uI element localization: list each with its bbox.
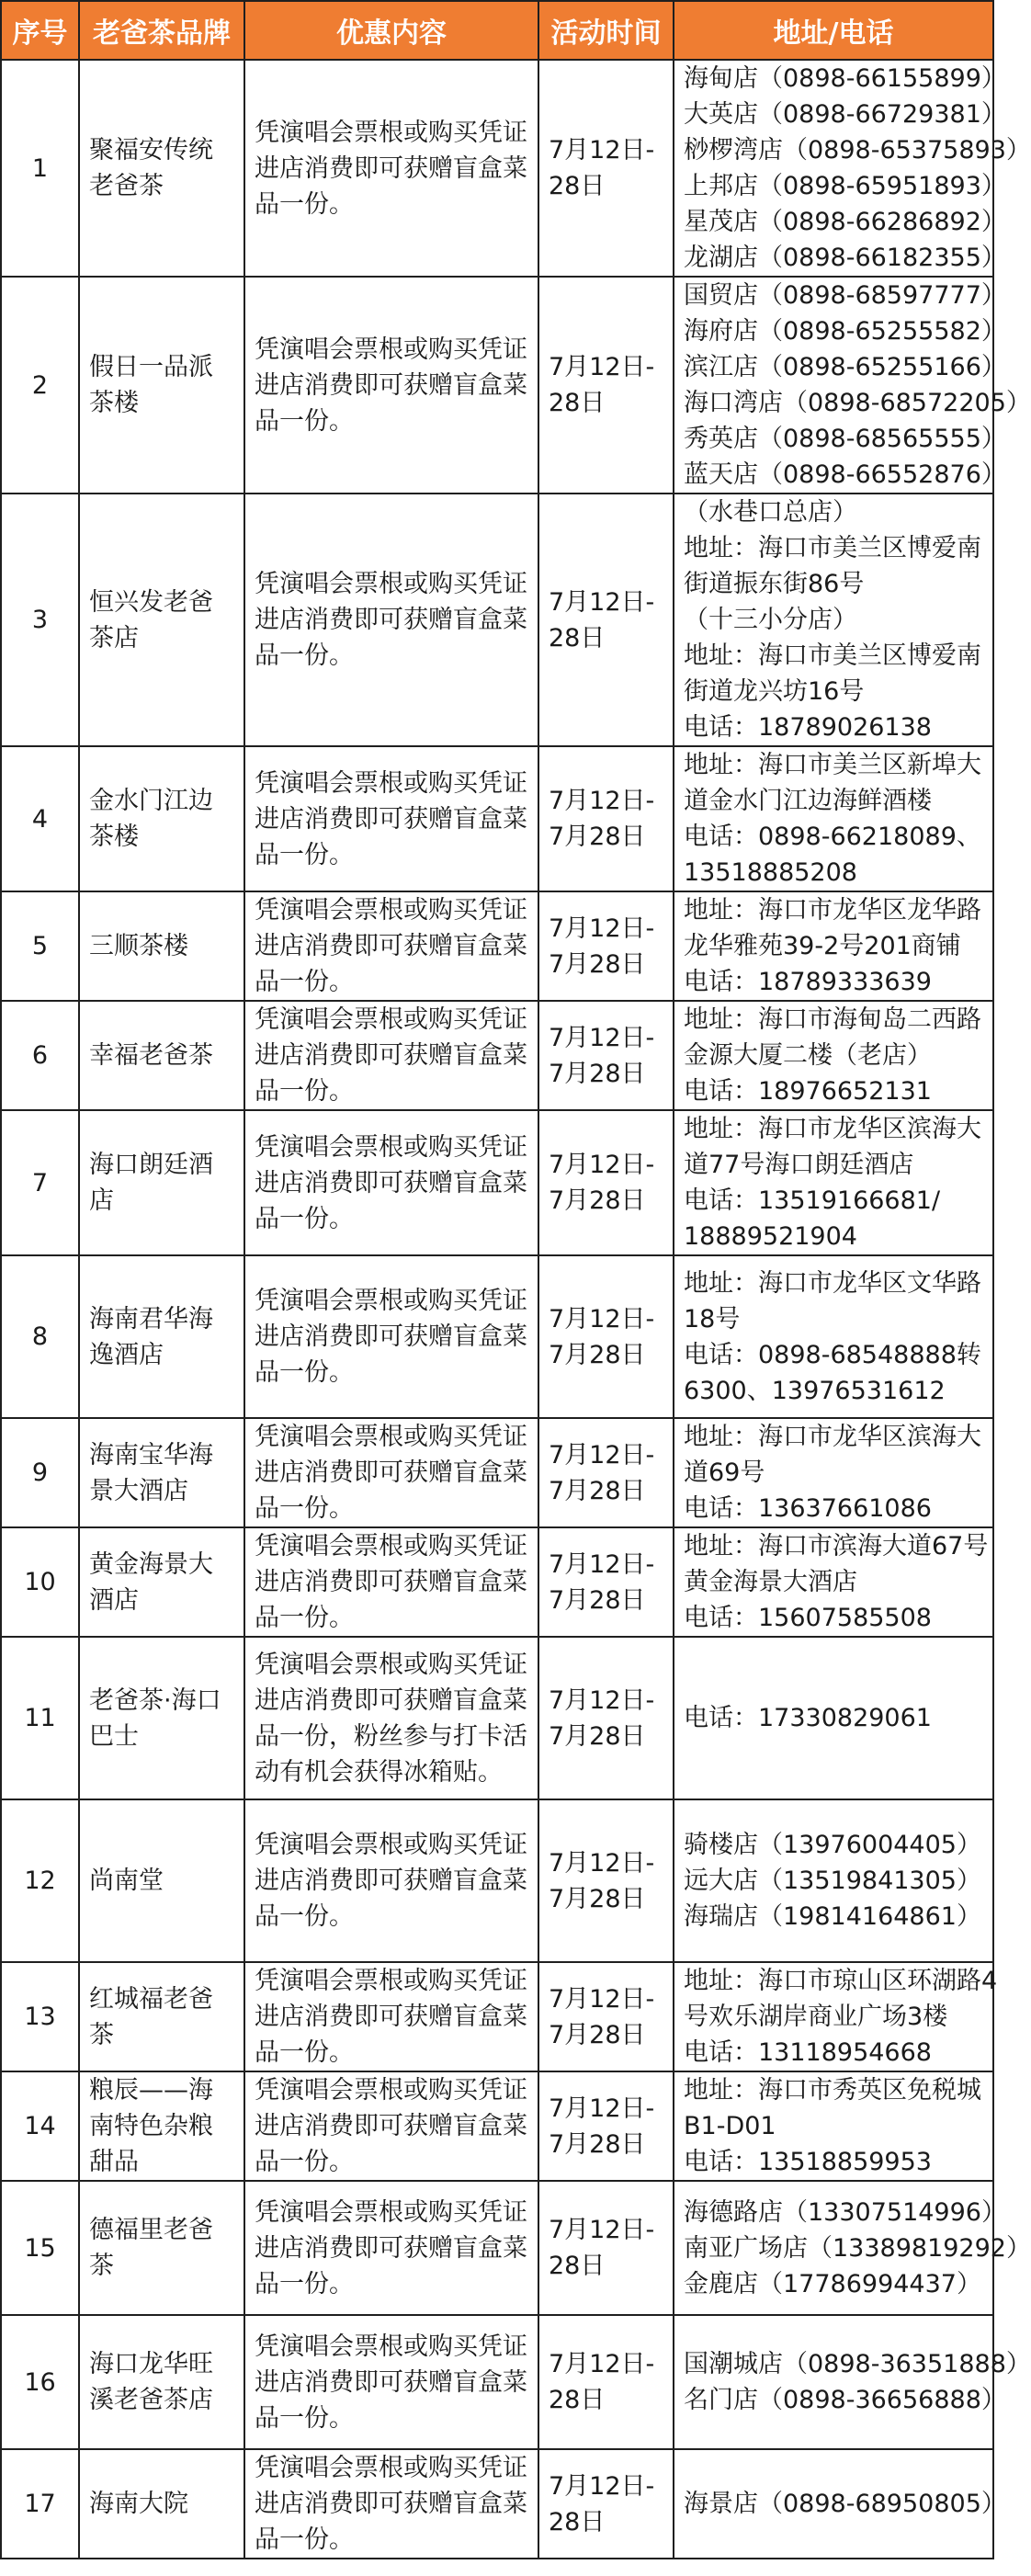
event-time: 7月12日-28日 — [538, 277, 674, 494]
address-cell — [674, 494, 993, 746]
row-index: 10 — [1, 1527, 79, 1637]
table-row — [1, 60, 993, 277]
row-index: 5 — [1, 891, 79, 1001]
table-row — [1, 2315, 993, 2449]
table-row — [1, 277, 993, 494]
brand-name: 海南大院 — [79, 2449, 244, 2559]
address-line: 13518885208 — [684, 858, 857, 887]
address-line: 电话：13519166681/ — [684, 1186, 941, 1215]
row-index: 15 — [1, 2181, 79, 2315]
brand-name: 海口朗廷酒店 — [79, 1110, 244, 1255]
offer-text: 凭演唱会票根或购买凭证进店消费即可获赠盲盒菜品一份。 — [244, 1962, 538, 2071]
table-header-row — [1, 1, 993, 60]
address-cell — [674, 1962, 998, 2071]
address-line: 电话：13637661086 — [684, 1494, 932, 1523]
address-line: 街道龙兴坊16号 — [684, 677, 865, 706]
event-time: 7月12日-7月28日 — [538, 1001, 674, 1110]
address-line: 滨江店（0898-65255166） — [684, 353, 1006, 381]
offer-text: 凭演唱会票根或购买凭证进店消费即可获赠盲盒菜品一份。 — [244, 277, 538, 494]
event-time: 7月12日-7月28日 — [538, 2071, 674, 2181]
address-line: 南亚广场店（13389819292） — [684, 2233, 1031, 2263]
table-row — [1, 1418, 993, 1527]
row-index: 11 — [1, 1637, 79, 1799]
address-cell — [674, 2449, 1006, 2559]
offer-text: 凭演唱会票根或购买凭证进店消费即可获赠盲盒菜品一份。 — [244, 1418, 538, 1527]
address-line: 号欢乐湖岸商业广场3楼 — [684, 2003, 948, 2031]
brand-name: 海南宝华海景大酒店 — [79, 1418, 244, 1527]
address-cell — [674, 1418, 993, 1527]
address-line: 18889521904 — [684, 1222, 857, 1251]
address-line: 地址：海口市海甸岛二西路 — [684, 1005, 981, 1034]
offer-text: 凭演唱会票根或购买凭证进店消费即可获赠盲盒菜品一份。 — [244, 60, 538, 277]
event-time: 7月12日-7月28日 — [538, 1527, 674, 1637]
address-line: 地址：海口市龙华区滨海大 — [684, 1115, 981, 1143]
offer-text: 凭演唱会票根或购买凭证进店消费即可获赠盲盒菜品一份。 — [244, 2181, 538, 2315]
address-line: 地址：海口市美兰区博爱南 — [684, 534, 981, 562]
table-row — [1, 2181, 993, 2315]
table-row — [1, 1001, 993, 1110]
brand-name: 老爸茶·海口巴士 — [79, 1637, 244, 1799]
address-cell — [674, 1110, 993, 1255]
row-index: 3 — [1, 494, 79, 746]
header-brand: 老爸茶品牌 — [79, 1, 244, 60]
brand-name: 假日一品派茶楼 — [79, 277, 244, 494]
brand-name: 德福里老爸茶 — [79, 2181, 244, 2315]
table-body — [1, 60, 1031, 2559]
address-line: 黄金海景大酒店 — [684, 1568, 857, 1596]
address-line: 骑楼店（13976004405） — [684, 1831, 981, 1859]
address-line: 秀英店（0898-68565555） — [684, 425, 1006, 453]
address-cell — [674, 891, 993, 1001]
address-cell — [674, 277, 1031, 494]
brand-name: 尚南堂 — [79, 1799, 244, 1962]
header-address: 地址/电话 — [674, 1, 993, 60]
address-line: 海景店（0898-68950805） — [684, 2490, 1006, 2518]
row-index: 2 — [1, 277, 79, 494]
event-time: 7月12日-28日 — [538, 2181, 674, 2315]
address-line: 地址：海口市滨海大道67号 — [684, 1532, 989, 1560]
address-line: 海府店（0898-65255582） — [684, 317, 1006, 346]
address-line: 道69号 — [684, 1458, 765, 1487]
address-line: 海甸店（0898-66155899） — [684, 64, 1006, 93]
address-line: （水巷口总店） — [684, 498, 857, 527]
brand-name: 幸福老爸茶 — [79, 1001, 244, 1110]
address-cell — [674, 2315, 1031, 2449]
row-index: 7 — [1, 1110, 79, 1255]
address-cell — [674, 1799, 993, 1962]
table-row — [1, 746, 993, 891]
address-line: 金鹿店（17786994437） — [684, 2269, 981, 2298]
offer-text: 凭演唱会票根或购买凭证进店消费即可获赠盲盒菜品一份。 — [244, 2071, 538, 2181]
address-line: 地址：海口市龙华区文华路 — [684, 1268, 981, 1298]
event-time: 7月12日-7月28日 — [538, 1418, 674, 1527]
address-cell — [674, 1255, 993, 1418]
table-row — [1, 1110, 993, 1255]
event-time: 7月12日-28日 — [538, 2449, 674, 2559]
address-line: 国贸店（0898-68597777） — [684, 281, 1006, 310]
table-row — [1, 1962, 993, 2071]
address-line: 电话：15607585508 — [684, 1604, 932, 1632]
brand-name: 金水门江边茶楼 — [79, 746, 244, 891]
brand-name: 海南君华海逸酒店 — [79, 1255, 244, 1418]
table-row — [1, 1255, 993, 1418]
header-time: 活动时间 — [538, 1, 674, 60]
event-time: 7月12日-28日 — [538, 494, 674, 746]
event-time: 7月12日-7月28日 — [538, 1637, 674, 1799]
brand-name: 粮辰——海南特色杂粮甜品 — [79, 2071, 244, 2181]
header-offer: 优惠内容 — [244, 1, 538, 60]
address-cell — [674, 746, 993, 891]
address-line: 远大店（13519841305） — [684, 1867, 981, 1895]
row-index: 17 — [1, 2449, 79, 2559]
address-line: 海口湾店（0898-68572205） — [684, 389, 1031, 417]
address-line: （十三小分店） — [684, 606, 857, 634]
address-line: 地址：海口市琼山区环湖路4 — [684, 1967, 998, 1995]
address-line: 龙华雅苑39-2号201商铺 — [684, 932, 961, 960]
address-line: 地址：海口市秀英区免税城 — [684, 2076, 981, 2105]
table-row — [1, 891, 993, 1001]
event-time: 7月12日-7月28日 — [538, 891, 674, 1001]
address-line: 国潮城店（0898-36351888） — [684, 2350, 1031, 2378]
table-row — [1, 1799, 993, 1962]
offer-text: 凭演唱会票根或购买凭证进店消费即可获赠盲盒菜品一份。 — [244, 1255, 538, 1418]
event-time: 7月12日-7月28日 — [538, 1799, 674, 1962]
brand-name: 聚福安传统老爸茶 — [79, 60, 244, 277]
brand-name: 三顺茶楼 — [79, 891, 244, 1001]
row-index: 14 — [1, 2071, 79, 2181]
address-line: 街道振东街86号 — [684, 570, 865, 598]
event-time: 7月12日-28日 — [538, 2315, 674, 2449]
address-line: 电话：13518859953 — [684, 2148, 932, 2176]
table-row — [1, 1527, 993, 1637]
offer-text: 凭演唱会票根或购买凭证进店消费即可获赠盲盒菜品一份。 — [244, 746, 538, 891]
address-line: 电话：18976652131 — [684, 1077, 932, 1106]
address-cell — [674, 60, 1031, 277]
row-index: 13 — [1, 1962, 79, 2071]
row-index: 1 — [1, 60, 79, 277]
table-row — [1, 1637, 993, 1799]
brand-name: 海口龙华旺溪老爸茶店 — [79, 2315, 244, 2449]
offer-text: 凭演唱会票根或购买凭证进店消费即可获赠盲盒菜品一份。 — [244, 2449, 538, 2559]
address-line: 地址：海口市美兰区博爱南 — [684, 641, 981, 670]
address-line: 星茂店（0898-66286892） — [684, 208, 1006, 236]
address-line: B1-D01 — [684, 2112, 776, 2140]
address-line: 金源大厦二楼（老店） — [684, 1041, 932, 1070]
address-line: 地址：海口市龙华区龙华路 — [684, 896, 981, 925]
table-row — [1, 2071, 993, 2181]
address-line: 电话：0898-68548888转 — [684, 1340, 981, 1369]
address-line: 地址：海口市龙华区滨海大 — [684, 1423, 981, 1451]
table-row — [1, 2449, 993, 2559]
row-index: 8 — [1, 1255, 79, 1418]
address-line: 大英店（0898-66729381） — [684, 100, 1006, 129]
address-line: 龙湖店（0898-66182355） — [684, 244, 1006, 272]
address-line: 上邦店（0898-65951893） — [684, 172, 1006, 200]
offer-text: 凭演唱会票根或购买凭证进店消费即可获赠盲盒菜品一份。 — [244, 1001, 538, 1110]
offer-text: 凭演唱会票根或购买凭证进店消费即可获赠盲盒菜品一份。 — [244, 1799, 538, 1962]
address-line: 6300、13976531612 — [684, 1376, 946, 1405]
address-line: 海瑞店（19814164861） — [684, 1902, 981, 1931]
event-time: 7月12日-28日 — [538, 60, 674, 277]
row-index: 9 — [1, 1418, 79, 1527]
event-time: 7月12日-7月28日 — [538, 1255, 674, 1418]
row-index: 6 — [1, 1001, 79, 1110]
address-line: 18号 — [684, 1304, 741, 1333]
address-cell — [674, 1001, 993, 1110]
row-index: 16 — [1, 2315, 79, 2449]
row-index: 4 — [1, 746, 79, 891]
address-line: 海德路店（13307514996） — [684, 2197, 1006, 2227]
address-line: 电话：17330829061 — [684, 1704, 932, 1732]
offer-text: 凭演唱会票根或购买凭证进店消费即可获赠盲盒菜品一份。 — [244, 2315, 538, 2449]
address-line: 蓝天店（0898-66552876） — [684, 460, 1006, 489]
address-line: 地址：海口市美兰区新埠大 — [684, 751, 981, 779]
address-cell — [674, 1637, 993, 1799]
address-cell — [674, 1527, 993, 1637]
brand-name: 恒兴发老爸茶店 — [79, 494, 244, 746]
address-line: 电话：18789026138 — [684, 713, 932, 742]
offer-text: 凭演唱会票根或购买凭证进店消费即可获赠盲盒菜品一份。 — [244, 1110, 538, 1255]
offer-text: 凭演唱会票根或购买凭证进店消费即可获赠盲盒菜品一份，粉丝参与打卡活动有机会获得冰箱贴。 — [244, 1637, 538, 1799]
address-line: 桫椤湾店（0898-65375893） — [684, 136, 1031, 165]
table-row — [1, 494, 993, 746]
address-cell — [674, 2071, 993, 2181]
address-line: 电话：13118954668 — [684, 2038, 932, 2067]
address-line: 道77号海口朗廷酒店 — [684, 1151, 914, 1179]
address-line: 名门店（0898-36656888） — [684, 2386, 1006, 2414]
offer-text: 凭演唱会票根或购买凭证进店消费即可获赠盲盒菜品一份。 — [244, 891, 538, 1001]
address-line: 电话：18789333639 — [684, 968, 932, 996]
address-line: 电话：0898-66218089、 — [684, 823, 981, 851]
offer-text: 凭演唱会票根或购买凭证进店消费即可获赠盲盒菜品一份。 — [244, 1527, 538, 1637]
brand-name: 红城福老爸茶 — [79, 1962, 244, 2071]
event-time: 7月12日-7月28日 — [538, 1962, 674, 2071]
event-time: 7月12日-7月28日 — [538, 746, 674, 891]
header-index: 序号 — [1, 1, 79, 60]
event-time: 7月12日-7月28日 — [538, 1110, 674, 1255]
row-index: 12 — [1, 1799, 79, 1962]
brand-name: 黄金海景大酒店 — [79, 1527, 244, 1637]
address-line: 道金水门江边海鲜酒楼 — [684, 787, 932, 815]
offer-text: 凭演唱会票根或购买凭证进店消费即可获赠盲盒菜品一份。 — [244, 494, 538, 746]
address-cell — [674, 2181, 1031, 2315]
